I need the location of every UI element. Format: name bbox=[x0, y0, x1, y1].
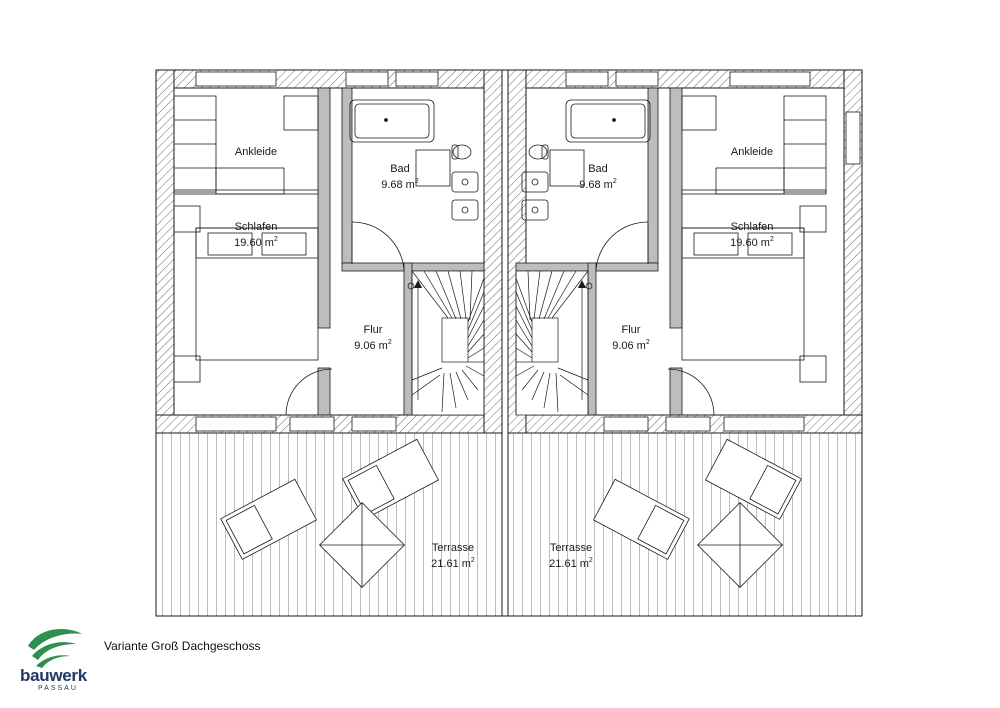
bath-fixtures-right bbox=[522, 100, 650, 220]
room-label-bad-left: Bad bbox=[390, 162, 410, 175]
room-area-schlafen-right: 19.60 $m^2$ bbox=[730, 236, 774, 249]
room-label-schlafen-left: Schlafen bbox=[234, 220, 278, 233]
room-label-flur-right: Flur bbox=[621, 323, 641, 336]
bath-fixtures-left bbox=[350, 100, 478, 220]
room-label-terrasse-right: Terrasse bbox=[549, 541, 593, 554]
room-area-bad-left: 9.68 $m^2$ bbox=[381, 178, 419, 191]
room-area-terrasse-left: 21.61 $m^2$ bbox=[431, 557, 475, 570]
plan-caption: Variante Groß Dachgeschoss bbox=[104, 639, 261, 653]
room-label-ankleide-left: Ankleide bbox=[234, 145, 278, 158]
room-label-schlafen-right: Schlafen bbox=[730, 220, 774, 233]
logo-subtitle: PASSAU bbox=[38, 685, 78, 692]
room-area-bad-right: 9.68 $m^2$ bbox=[579, 178, 617, 191]
logo-wordmark: bauwerk bbox=[20, 666, 87, 685]
room-area-terrasse-right: 21.61 $m^2$ bbox=[549, 557, 593, 570]
logo-swoosh-icon bbox=[20, 622, 102, 670]
room-area-flur-right: 9.06 $m^2$ bbox=[612, 339, 650, 352]
room-label-ankleide-right: Ankleide bbox=[730, 145, 774, 158]
room-area-schlafen-left: 19.60 $m^2$ bbox=[234, 236, 278, 249]
terrace-left bbox=[156, 433, 502, 616]
staircase-left bbox=[412, 271, 484, 415]
room-label-flur-left: Flur bbox=[363, 323, 383, 336]
room-label-bad-right: Bad bbox=[588, 162, 608, 175]
room-label-terrasse-left: Terrasse bbox=[431, 541, 475, 554]
staircase-right bbox=[516, 271, 588, 415]
room-area-flur-left: 9.06 $m^2$ bbox=[354, 339, 392, 352]
